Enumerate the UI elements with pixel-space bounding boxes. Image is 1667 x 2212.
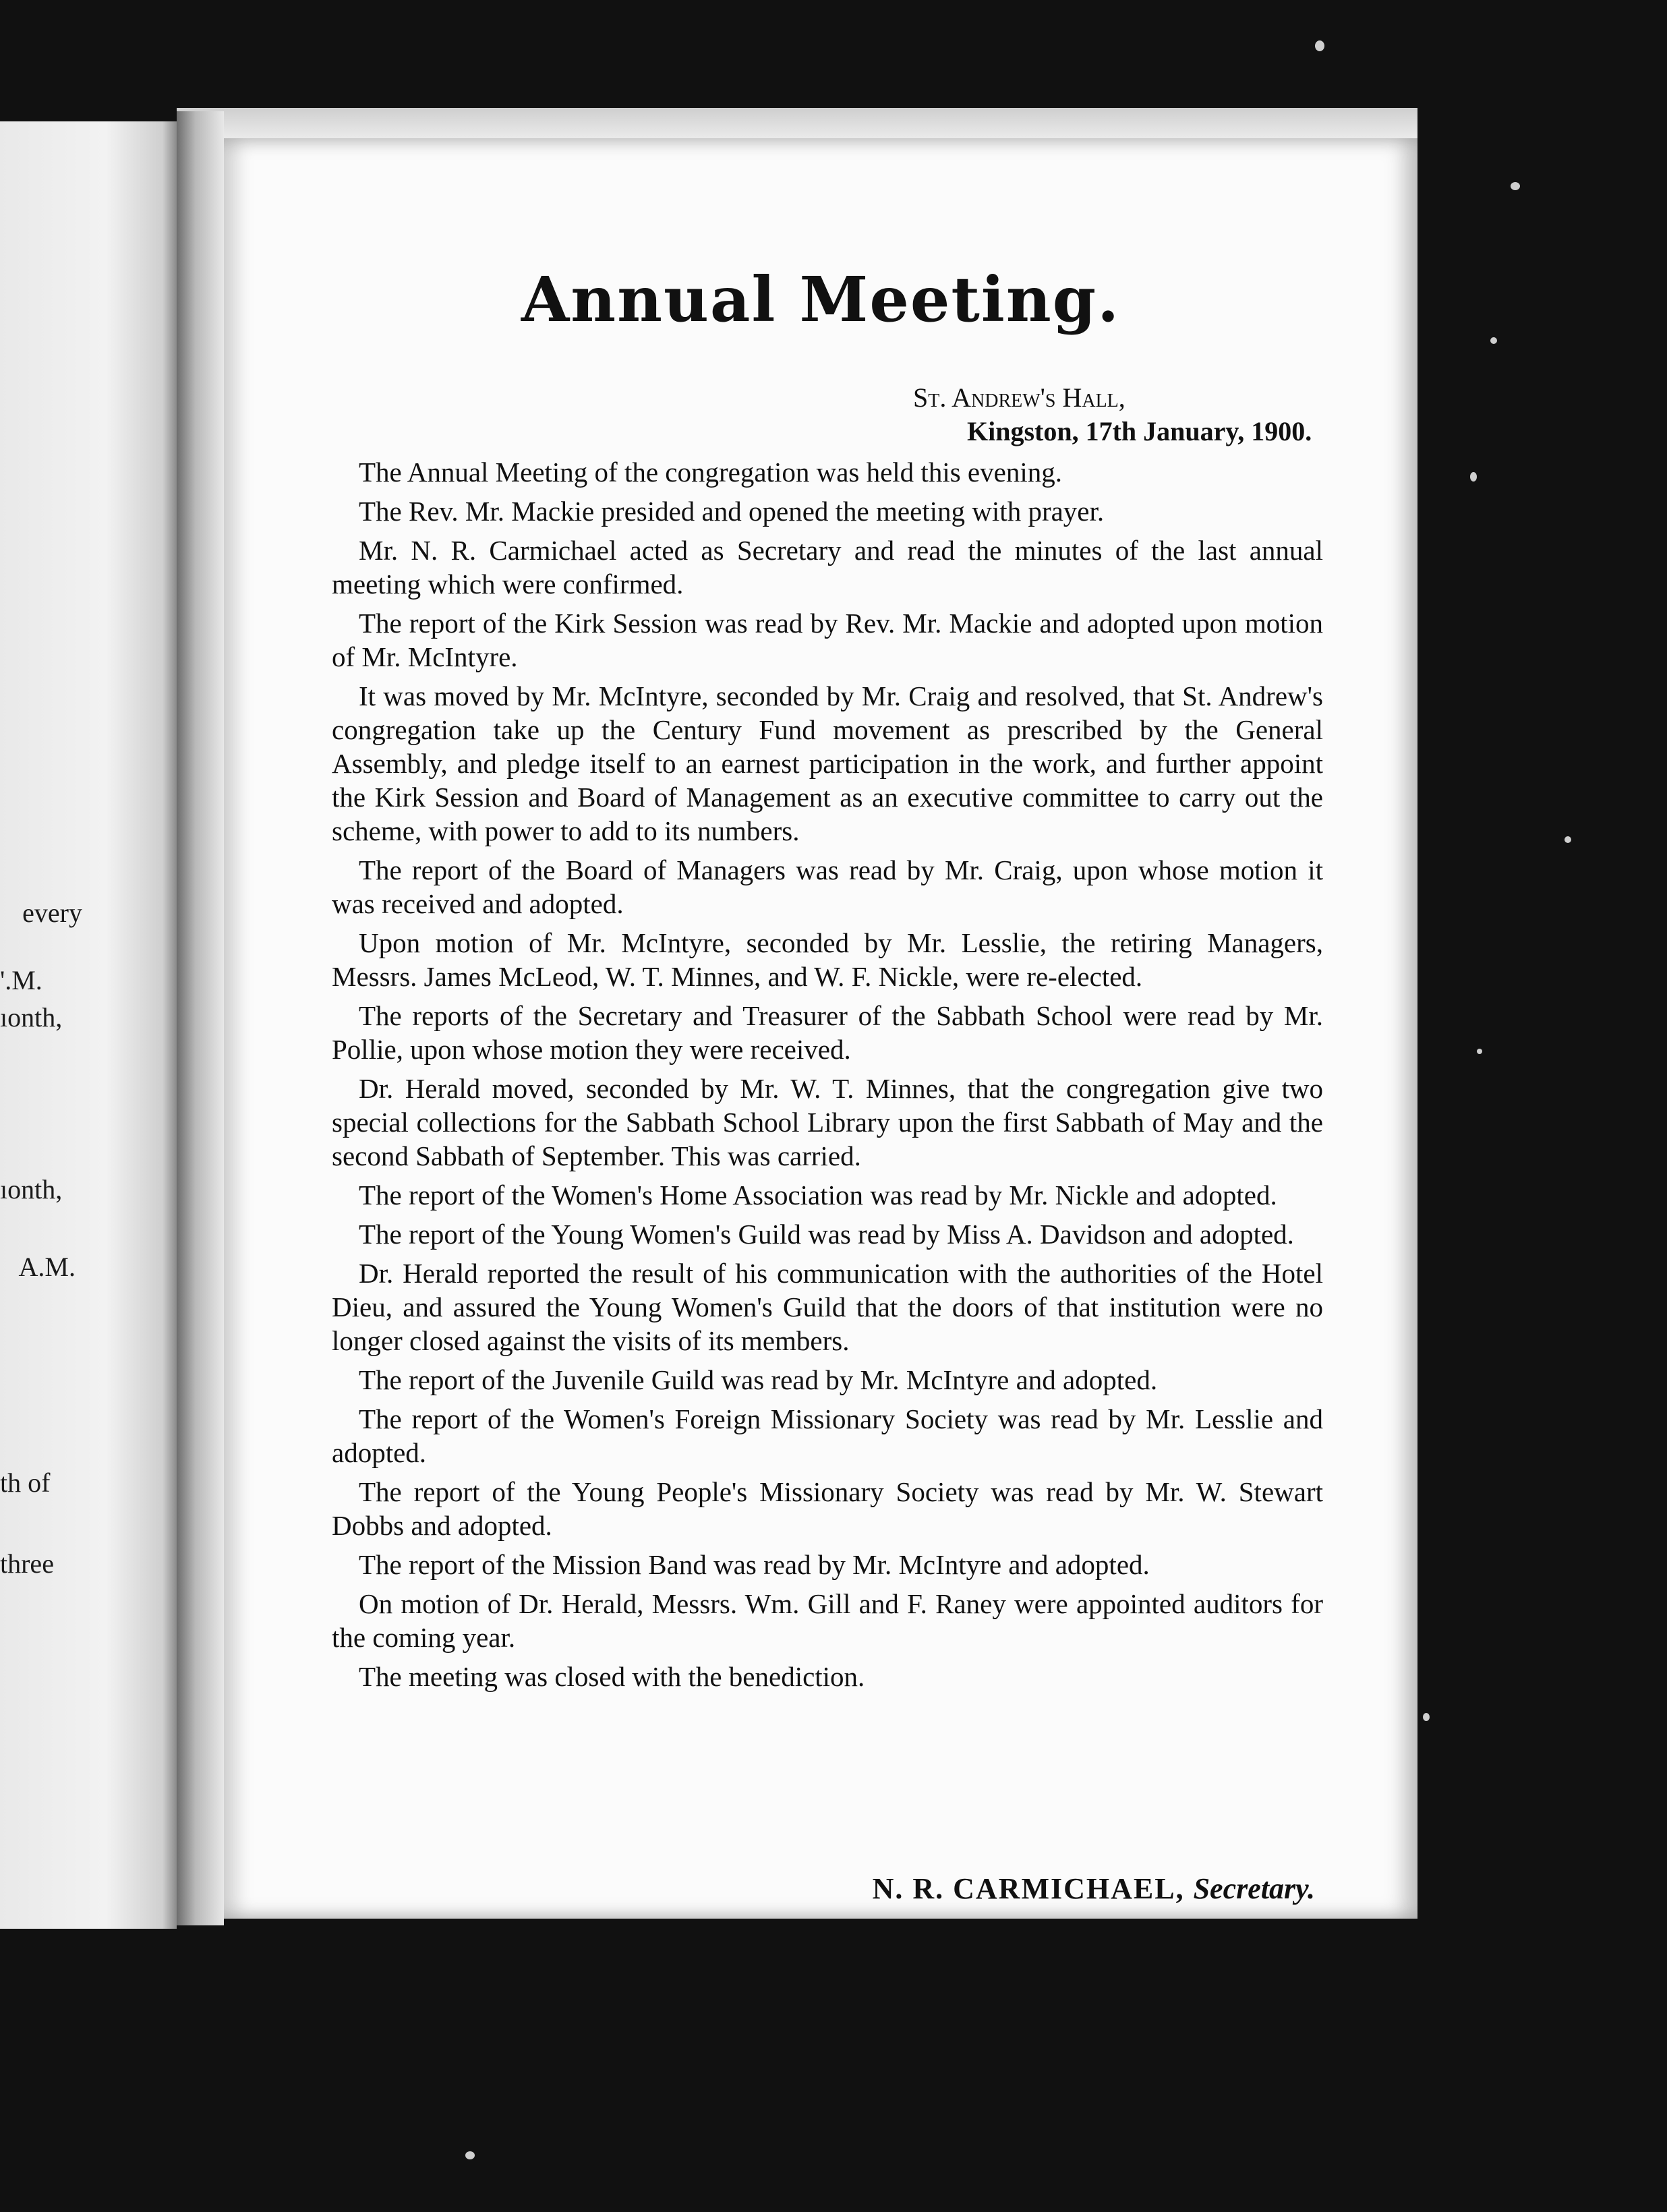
left-page-fragment bbox=[0, 121, 177, 1929]
minutes-paragraph: The report of the Kirk Session was read by Rev. Mr. Mackie and adopted upon motion of Mr. McIntyre. bbox=[332, 608, 1323, 672]
dust-speck bbox=[1423, 1713, 1430, 1721]
book-gutter bbox=[177, 111, 224, 1925]
left-page-text: ıonth, bbox=[0, 1002, 63, 1032]
dust-speck bbox=[1511, 182, 1520, 190]
left-page-text: ıonth, bbox=[0, 1174, 63, 1204]
minutes-paragraph: The report of the Mission Band was read by Mr. McIntyre and adopted. bbox=[359, 1549, 1150, 1580]
dust-speck bbox=[1315, 40, 1324, 51]
minutes-paragraph: The report of the Juvenile Guild was read by Mr. McIntyre and adopted. bbox=[359, 1364, 1158, 1395]
minutes-paragraph: The Annual Meeting of the congregation was held this evening. bbox=[359, 457, 1062, 488]
left-page-text: th of bbox=[0, 1467, 51, 1498]
signature bbox=[873, 1871, 1315, 1906]
left-page-text: three bbox=[0, 1548, 54, 1579]
minutes-paragraph: The report of the Young People's Missionary Society was read by Mr. W. Stewart Dobbs and adopted. bbox=[332, 1476, 1323, 1541]
left-page-text: A.M. bbox=[18, 1252, 76, 1282]
meeting-location: St. Andrew's Hall, bbox=[913, 382, 1125, 413]
minutes-paragraph: Dr. Herald reported the result of his communication with the authorities of the Hotel Dieu, and assured the Young Women's Guild that the doors of that institution were no longer closed against the visits of its members. bbox=[332, 1258, 1323, 1356]
minutes-paragraph: The meeting was closed with the benediction. bbox=[359, 1661, 865, 1692]
minutes-paragraph: On motion of Dr. Herald, Messrs. Wm. Gill and F. Raney were appointed auditors for the coming year. bbox=[332, 1588, 1323, 1653]
left-page-text: every bbox=[22, 898, 82, 928]
minutes-paragraph: The report of the Board of Managers was read by Mr. Craig, upon whose motion it was received and adopted. bbox=[332, 854, 1323, 919]
minutes-paragraph: The report of the Young Women's Guild was read by Miss A. Davidson and adopted. bbox=[359, 1219, 1294, 1250]
minutes-paragraph: The report of the Women's Foreign Missionary Society was read by Mr. Lesslie and adopted. bbox=[332, 1403, 1323, 1468]
meeting-header bbox=[913, 381, 1345, 448]
signature-role: Secretary. bbox=[1193, 1872, 1315, 1905]
minutes-paragraph: Mr. N. R. Carmichael acted as Secretary and read the minutes of the last annual meeting which were confirmed. bbox=[332, 535, 1323, 600]
signature-name: N. R. CARMICHAEL, bbox=[872, 1872, 1185, 1905]
dust-speck bbox=[1477, 1049, 1482, 1054]
document-page bbox=[224, 138, 1417, 1919]
minutes-paragraph: The Rev. Mr. Mackie presided and opened the meeting with prayer. bbox=[359, 496, 1105, 527]
meeting-date: Kingston, 17th January, 1900. bbox=[967, 416, 1312, 446]
left-page-text: '.M. bbox=[0, 965, 42, 995]
dust-speck bbox=[1490, 337, 1497, 344]
minutes-paragraph: It was moved by Mr. McIntyre, seconded by Mr. Craig and resolved, that St. Andrew's congregation take up the Century Fund movement as prescribed by the General Assembly, and pledge itself to an earnest participation in the work, and further appoint the Kirk Session and Board of Management as an executive committee to carry out the scheme, with power to add to its numbers. bbox=[332, 680, 1323, 846]
minutes-paragraph: Upon motion of Mr. McIntyre, seconded by Mr. Lesslie, the retiring Managers, Messrs. James McLeod, W. T. Minnes, and W. F. Nickle, were re-elected. bbox=[332, 927, 1323, 992]
meeting-minutes bbox=[332, 455, 1323, 1699]
minutes-paragraph: The reports of the Secretary and Treasurer of the Sabbath School were read by Mr. Pollie, upon whose motion they were received. bbox=[332, 1000, 1323, 1065]
dust-speck bbox=[465, 2151, 475, 2159]
minutes-paragraph: The report of the Women's Home Association was read by Mr. Nickle and adopted. bbox=[359, 1180, 1277, 1211]
dust-speck bbox=[1470, 472, 1477, 482]
minutes-paragraph: Dr. Herald moved, seconded by Mr. W. T. Minnes, that the congregation give two special collections for the Sabbath School Library upon the first Sabbath of May and the second Sabbath of September. This was carried. bbox=[332, 1073, 1323, 1171]
dust-speck bbox=[1564, 836, 1571, 843]
page-title: Annual Meeting. bbox=[521, 263, 1121, 336]
